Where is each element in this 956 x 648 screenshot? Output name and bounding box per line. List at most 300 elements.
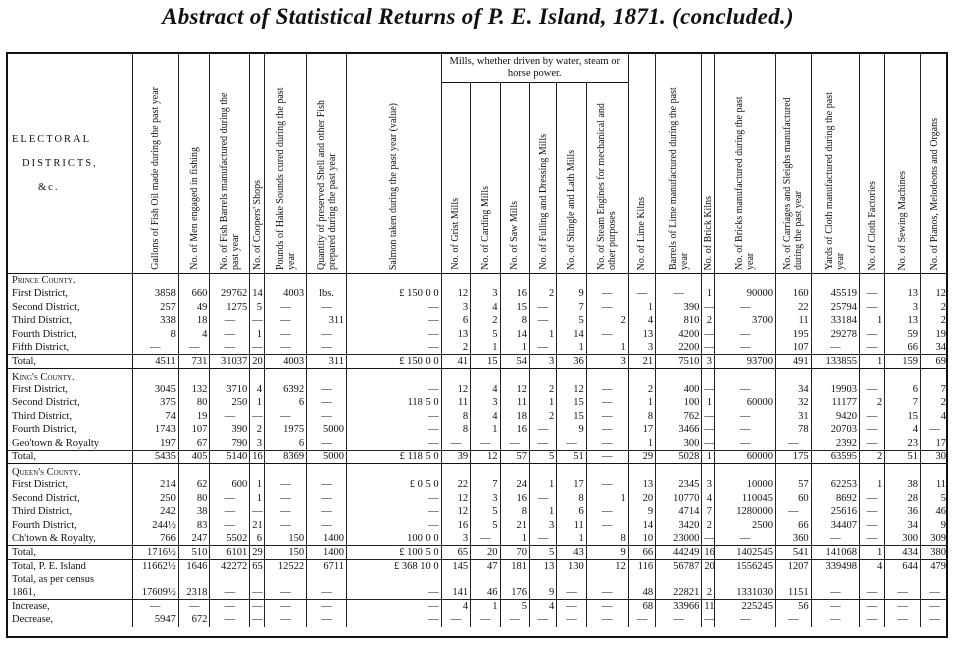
table-cell: 257 bbox=[132, 301, 178, 315]
row-label: First District, bbox=[12, 479, 69, 491]
table-cell bbox=[628, 573, 655, 587]
table-cell: — bbox=[702, 410, 715, 424]
table-cell: 110045 bbox=[714, 492, 775, 506]
table-cell: 660 bbox=[178, 287, 210, 301]
table-cell: — bbox=[811, 613, 859, 627]
table-cell: — bbox=[210, 492, 250, 506]
table-cell: 160 bbox=[775, 287, 811, 301]
table-cell: — bbox=[702, 301, 715, 315]
row-label: Ch'town & Royalty, bbox=[12, 533, 96, 544]
table-cell: 4714 bbox=[656, 505, 702, 519]
table-cell: 1 bbox=[628, 396, 655, 410]
table-cell: 47 bbox=[471, 559, 500, 573]
table-cell: 1 bbox=[628, 301, 655, 315]
table-cell: — bbox=[307, 341, 347, 355]
col-header-4: Pounds of Hake Sounds cured during the past year bbox=[265, 54, 307, 274]
table-cell: — bbox=[250, 314, 265, 328]
table-cell: 1 bbox=[250, 478, 265, 492]
row-label: Increase, bbox=[8, 600, 132, 614]
table-cell: 5 bbox=[529, 546, 556, 560]
col-header-17: No. of Carriages and Sleighs manufactured during the past year bbox=[775, 54, 811, 274]
row-label: Decrease, bbox=[12, 614, 54, 626]
table-cell bbox=[265, 464, 307, 479]
table-cell: — bbox=[250, 341, 265, 355]
table-cell: 4 bbox=[860, 559, 885, 573]
table-cell: 2 bbox=[529, 383, 556, 397]
table-cell: 339498 bbox=[811, 559, 859, 573]
col-header-20: No. of Sewing Machines bbox=[885, 54, 921, 274]
table-cell: — bbox=[471, 437, 500, 451]
table-cell bbox=[885, 368, 921, 383]
table-cell: 4 bbox=[529, 600, 556, 614]
table-cell: 3 bbox=[702, 478, 715, 492]
table-cell: 6711 bbox=[307, 559, 347, 573]
table-cell: 672 bbox=[178, 613, 210, 627]
table-cell: — bbox=[347, 328, 442, 342]
row-label: Total, bbox=[8, 355, 132, 369]
table-cell bbox=[250, 368, 265, 383]
table-cell: 5947 bbox=[132, 613, 178, 627]
table-cell: 5 bbox=[557, 314, 586, 328]
table-cell bbox=[210, 573, 250, 587]
table-row bbox=[8, 613, 948, 627]
table-cell bbox=[656, 368, 702, 383]
table-cell: 214 bbox=[132, 478, 178, 492]
table-cell: 13 bbox=[529, 559, 556, 573]
table-cell: 5028 bbox=[656, 450, 702, 464]
table-cell: 9 bbox=[586, 546, 628, 560]
table-cell: 4511 bbox=[132, 355, 178, 369]
table-cell: 790 bbox=[210, 437, 250, 451]
col-header-8: No. of Carding Mills bbox=[471, 83, 500, 274]
table-cell: 80 bbox=[178, 492, 210, 506]
table-cell: 309 bbox=[921, 532, 949, 546]
table-cell: — bbox=[860, 328, 885, 342]
table-cell: — bbox=[811, 532, 859, 546]
table-cell: 6 bbox=[250, 532, 265, 546]
table-cell: 1 bbox=[471, 341, 500, 355]
table-cell: — bbox=[714, 383, 775, 397]
row-label: Second District, bbox=[12, 492, 80, 504]
table-cell bbox=[557, 464, 586, 479]
table-cell: 49 bbox=[178, 301, 210, 315]
table-cell: — bbox=[265, 505, 307, 519]
table-cell: — bbox=[775, 437, 811, 451]
table-cell: 242 bbox=[132, 505, 178, 519]
table-cell: 17 bbox=[557, 478, 586, 492]
table-cell: — bbox=[265, 341, 307, 355]
table-cell: 22821 bbox=[656, 586, 702, 600]
table-cell: 15 bbox=[557, 396, 586, 410]
table-cell: 15 bbox=[500, 301, 529, 315]
table-cell: 34 bbox=[885, 519, 921, 533]
table-cell: 13 bbox=[628, 328, 655, 342]
table-cell: 4200 bbox=[656, 328, 702, 342]
table-cell: 11 bbox=[921, 478, 949, 492]
col-header-16: No. of Bricks manufactured during the past year bbox=[714, 54, 775, 274]
table-cell: 9 bbox=[921, 519, 949, 533]
col-header-0: Gallons of Fish Oil made during the past year bbox=[132, 54, 178, 274]
table-cell: 175 bbox=[775, 450, 811, 464]
table-cell: 14 bbox=[500, 328, 529, 342]
table-cell: 11 bbox=[557, 519, 586, 533]
table-cell: 4 bbox=[471, 410, 500, 424]
row-label: Fifth District, bbox=[12, 342, 70, 353]
table-cell: 338 bbox=[132, 314, 178, 328]
table-cell: 2 bbox=[921, 396, 949, 410]
table-cell: 375 bbox=[132, 396, 178, 410]
table-cell bbox=[714, 274, 775, 288]
table-row bbox=[8, 328, 948, 342]
table-cell: 5 bbox=[250, 301, 265, 315]
table-cell: 5000 bbox=[307, 423, 347, 437]
row-label: 1861, bbox=[12, 587, 36, 598]
table-cell: — bbox=[860, 341, 885, 355]
table-cell: 1 bbox=[250, 396, 265, 410]
table-cell: 491 bbox=[775, 355, 811, 369]
mills-group-header: Mills, whether driven by water, steam or horse power. bbox=[441, 54, 628, 83]
table-cell bbox=[178, 573, 210, 587]
table-row bbox=[8, 519, 948, 533]
table-cell: 62 bbox=[178, 478, 210, 492]
table-cell: 20703 bbox=[811, 423, 859, 437]
statistics-table bbox=[8, 54, 948, 627]
county-heading-row bbox=[8, 464, 948, 479]
col-header-3: No. of Coopers' Shops bbox=[250, 54, 265, 274]
table-cell: 1331030 bbox=[714, 586, 775, 600]
table-cell bbox=[775, 573, 811, 587]
table-cell: 17609½ bbox=[132, 586, 178, 600]
col-header-14: Barrels of Lime manufactured during the past year bbox=[656, 54, 702, 274]
table-cell: 59 bbox=[885, 328, 921, 342]
table-cell: 3858 bbox=[132, 287, 178, 301]
statistics-table-frame bbox=[6, 52, 948, 638]
table-cell bbox=[702, 368, 715, 383]
table-cell bbox=[178, 368, 210, 383]
table-cell: lbs. bbox=[307, 287, 347, 301]
table-cell: 1 bbox=[702, 287, 715, 301]
table-cell: — bbox=[307, 492, 347, 506]
table-cell: — bbox=[265, 328, 307, 342]
table-cell: — bbox=[586, 519, 628, 533]
col-header-1: No. of Men engaged in fishing bbox=[178, 54, 210, 274]
table-cell: 8 bbox=[500, 314, 529, 328]
table-cell bbox=[921, 274, 949, 288]
row-label: Total, P. E. Island bbox=[8, 559, 132, 573]
table-cell: 9 bbox=[628, 505, 655, 519]
table-cell bbox=[250, 274, 265, 288]
table-cell: 32 bbox=[775, 396, 811, 410]
table-cell: — bbox=[702, 423, 715, 437]
table-cell: 25794 bbox=[811, 301, 859, 315]
table-cell: 31 bbox=[775, 410, 811, 424]
table-cell: — bbox=[347, 314, 442, 328]
table-cell: 176 bbox=[500, 586, 529, 600]
table-cell: — bbox=[885, 600, 921, 614]
table-cell: 20 bbox=[250, 355, 265, 369]
table-cell: — bbox=[210, 613, 250, 627]
table-cell bbox=[656, 274, 702, 288]
county-heading-row bbox=[8, 368, 948, 383]
table-cell: 1 bbox=[500, 341, 529, 355]
table-cell: 16 bbox=[702, 546, 715, 560]
table-cell: 31037 bbox=[210, 355, 250, 369]
row-label: Total, bbox=[8, 450, 132, 464]
table-row bbox=[8, 287, 948, 301]
table-cell: — bbox=[656, 613, 702, 627]
table-cell: — bbox=[441, 613, 470, 627]
table-cell: — bbox=[347, 437, 442, 451]
table-cell: 13 bbox=[885, 314, 921, 328]
table-row bbox=[8, 532, 948, 546]
table-cell: 8369 bbox=[265, 450, 307, 464]
table-cell bbox=[500, 464, 529, 479]
table-cell: — bbox=[210, 505, 250, 519]
table-cell: — bbox=[586, 437, 628, 451]
table-cell: — bbox=[586, 505, 628, 519]
row-label: Queen's County. bbox=[8, 464, 132, 479]
table-cell: — bbox=[265, 301, 307, 315]
page-title: Abstract of Statistical Returns of P. E. Island, 1871. (concluded.) bbox=[162, 4, 794, 29]
table-cell: 8 bbox=[628, 410, 655, 424]
table-cell: 1 bbox=[250, 492, 265, 506]
table-cell: 12 bbox=[441, 505, 470, 519]
electoral-label-2: DISTRICTS, bbox=[22, 157, 98, 169]
table-cell: — bbox=[860, 287, 885, 301]
table-cell: 7 bbox=[557, 301, 586, 315]
table-cell: — bbox=[811, 600, 859, 614]
table-cell: — bbox=[471, 613, 500, 627]
table-cell: — bbox=[250, 613, 265, 627]
table-cell: 62253 bbox=[811, 478, 859, 492]
table-row bbox=[8, 410, 948, 424]
table-cell: 810 bbox=[656, 314, 702, 328]
table-cell: — bbox=[265, 478, 307, 492]
table-cell: 107 bbox=[775, 341, 811, 355]
table-cell: — bbox=[775, 505, 811, 519]
table-cell: — bbox=[860, 423, 885, 437]
table-cell: 247 bbox=[178, 532, 210, 546]
table-cell: 60 bbox=[775, 492, 811, 506]
row-label: King's County. bbox=[8, 368, 132, 383]
table-cell: 197 bbox=[132, 437, 178, 451]
table-cell: 15 bbox=[471, 355, 500, 369]
table-cell: 434 bbox=[885, 546, 921, 560]
table-cell: — bbox=[178, 341, 210, 355]
row-label: Second District, bbox=[12, 301, 80, 313]
table-cell: 7 bbox=[471, 478, 500, 492]
table-cell: 21 bbox=[500, 519, 529, 533]
table-cell bbox=[265, 368, 307, 383]
table-cell: 4 bbox=[885, 423, 921, 437]
table-cell: 16 bbox=[500, 423, 529, 437]
table-cell: 16 bbox=[500, 492, 529, 506]
table-cell: 141 bbox=[441, 586, 470, 600]
table-cell: 2 bbox=[586, 314, 628, 328]
table-cell: 66 bbox=[628, 546, 655, 560]
table-row bbox=[8, 505, 948, 519]
table-cell: — bbox=[702, 532, 715, 546]
table-cell: — bbox=[702, 383, 715, 397]
table-cell: — bbox=[921, 586, 949, 600]
table-cell: 2392 bbox=[811, 437, 859, 451]
table-cell: — bbox=[628, 613, 655, 627]
table-cell: 479 bbox=[921, 559, 949, 573]
table-cell: 2 bbox=[628, 383, 655, 397]
table-cell: 14 bbox=[557, 328, 586, 342]
table-cell: 766 bbox=[132, 532, 178, 546]
table-cell: — bbox=[714, 341, 775, 355]
table-cell: 78 bbox=[775, 423, 811, 437]
table-cell: 5140 bbox=[210, 450, 250, 464]
table-cell: — bbox=[307, 613, 347, 627]
table-cell: 7 bbox=[702, 505, 715, 519]
table-cell: 13 bbox=[885, 287, 921, 301]
table-cell: 12 bbox=[471, 450, 500, 464]
table-cell: — bbox=[860, 383, 885, 397]
table-cell: 8 bbox=[500, 505, 529, 519]
table-cell: 400 bbox=[656, 383, 702, 397]
table-row bbox=[8, 314, 948, 328]
table-cell: — bbox=[178, 600, 210, 614]
table-cell: 4 bbox=[628, 314, 655, 328]
table-cell: 300 bbox=[885, 532, 921, 546]
row-label: Geo'town & Royalty bbox=[12, 437, 100, 449]
table-cell: — bbox=[347, 505, 442, 519]
table-cell bbox=[178, 274, 210, 288]
table-cell: 300 bbox=[656, 437, 702, 451]
electoral-label-1: ELECTORAL bbox=[12, 133, 92, 145]
table-cell: — bbox=[132, 341, 178, 355]
table-cell bbox=[885, 464, 921, 479]
table-cell: — bbox=[347, 492, 442, 506]
table-cell: — bbox=[714, 301, 775, 315]
table-cell: 360 bbox=[775, 532, 811, 546]
row-label: Fourth District, bbox=[12, 519, 77, 531]
table-cell: 2 bbox=[860, 396, 885, 410]
table-cell: 3420 bbox=[656, 519, 702, 533]
table-cell bbox=[441, 274, 470, 288]
table-cell: 1716½ bbox=[132, 546, 178, 560]
table-cell: — bbox=[250, 505, 265, 519]
table-cell: 5502 bbox=[210, 532, 250, 546]
table-cell: 18 bbox=[178, 314, 210, 328]
table-cell: 16 bbox=[441, 519, 470, 533]
table-cell bbox=[307, 464, 347, 479]
table-cell bbox=[441, 464, 470, 479]
table-cell bbox=[628, 368, 655, 383]
table-cell bbox=[811, 368, 859, 383]
table-cell: — bbox=[860, 613, 885, 627]
table-cell: 150 bbox=[265, 532, 307, 546]
table-cell: 6 bbox=[885, 383, 921, 397]
table-cell: — bbox=[347, 586, 442, 600]
table-cell: 12 bbox=[441, 383, 470, 397]
table-cell bbox=[347, 573, 442, 587]
table-cell: 6 bbox=[441, 314, 470, 328]
table-cell: 45519 bbox=[811, 287, 859, 301]
table-cell: — bbox=[529, 314, 556, 328]
table-cell: 3 bbox=[250, 437, 265, 451]
table-cell: — bbox=[347, 301, 442, 315]
table-cell: 1280000 bbox=[714, 505, 775, 519]
table-row bbox=[8, 437, 948, 451]
total-row bbox=[8, 559, 948, 573]
table-cell: — bbox=[529, 613, 556, 627]
table-cell: 16 bbox=[250, 450, 265, 464]
table-cell: — bbox=[307, 301, 347, 315]
table-cell: 2345 bbox=[656, 478, 702, 492]
table-cell bbox=[307, 368, 347, 383]
table-cell: — bbox=[529, 301, 556, 315]
table-cell: — bbox=[265, 519, 307, 533]
table-cell: — bbox=[529, 492, 556, 506]
table-cell: 1 bbox=[557, 532, 586, 546]
table-cell: 11 bbox=[775, 314, 811, 328]
table-cell: 3 bbox=[628, 341, 655, 355]
table-cell: — bbox=[307, 478, 347, 492]
table-cell bbox=[702, 464, 715, 479]
table-cell: — bbox=[210, 314, 250, 328]
table-cell: — bbox=[860, 586, 885, 600]
col-header-11: No. of Shingle and Lath Mills bbox=[557, 83, 586, 274]
table-cell: — bbox=[210, 410, 250, 424]
table-cell: £ 150 0 0 bbox=[347, 355, 442, 369]
table-cell: 405 bbox=[178, 450, 210, 464]
table-row bbox=[8, 396, 948, 410]
table-row bbox=[8, 586, 948, 600]
col-header-10: No. of Fulling and Dressing Mills bbox=[529, 83, 556, 274]
table-cell: — bbox=[307, 396, 347, 410]
table-cell bbox=[210, 368, 250, 383]
table-cell: 541 bbox=[775, 546, 811, 560]
table-cell: 1 bbox=[702, 450, 715, 464]
table-cell: 3466 bbox=[656, 423, 702, 437]
table-cell: 4 bbox=[250, 383, 265, 397]
table-cell bbox=[132, 464, 178, 479]
table-cell: 1 bbox=[628, 437, 655, 451]
table-cell bbox=[775, 274, 811, 288]
table-row bbox=[8, 600, 948, 614]
table-cell: — bbox=[702, 341, 715, 355]
col-header-5: Quantity of preserved Shell and other Fish prepared during the past year bbox=[307, 54, 347, 274]
table-cell: 19 bbox=[921, 328, 949, 342]
row-label: Third District, bbox=[12, 315, 73, 327]
table-cell: — bbox=[557, 586, 586, 600]
table-cell: 9 bbox=[557, 287, 586, 301]
table-cell: 2 bbox=[471, 314, 500, 328]
table-cell: 69 bbox=[921, 355, 949, 369]
table-cell: — bbox=[714, 423, 775, 437]
table-cell: 7 bbox=[921, 383, 949, 397]
table-cell: — bbox=[307, 505, 347, 519]
table-cell bbox=[702, 274, 715, 288]
table-cell: 54 bbox=[500, 355, 529, 369]
table-cell: 4003 bbox=[265, 355, 307, 369]
table-cell: 1743 bbox=[132, 423, 178, 437]
table-cell: 19903 bbox=[811, 383, 859, 397]
table-cell bbox=[500, 573, 529, 587]
table-cell bbox=[307, 573, 347, 587]
table-cell: 118 5 0 bbox=[347, 396, 442, 410]
table-cell: 8 bbox=[557, 492, 586, 506]
table-cell: — bbox=[586, 396, 628, 410]
table-cell: 4 bbox=[471, 301, 500, 315]
table-cell: 16 bbox=[500, 287, 529, 301]
table-cell bbox=[656, 464, 702, 479]
table-cell: — bbox=[702, 613, 715, 627]
table-cell: — bbox=[586, 478, 628, 492]
